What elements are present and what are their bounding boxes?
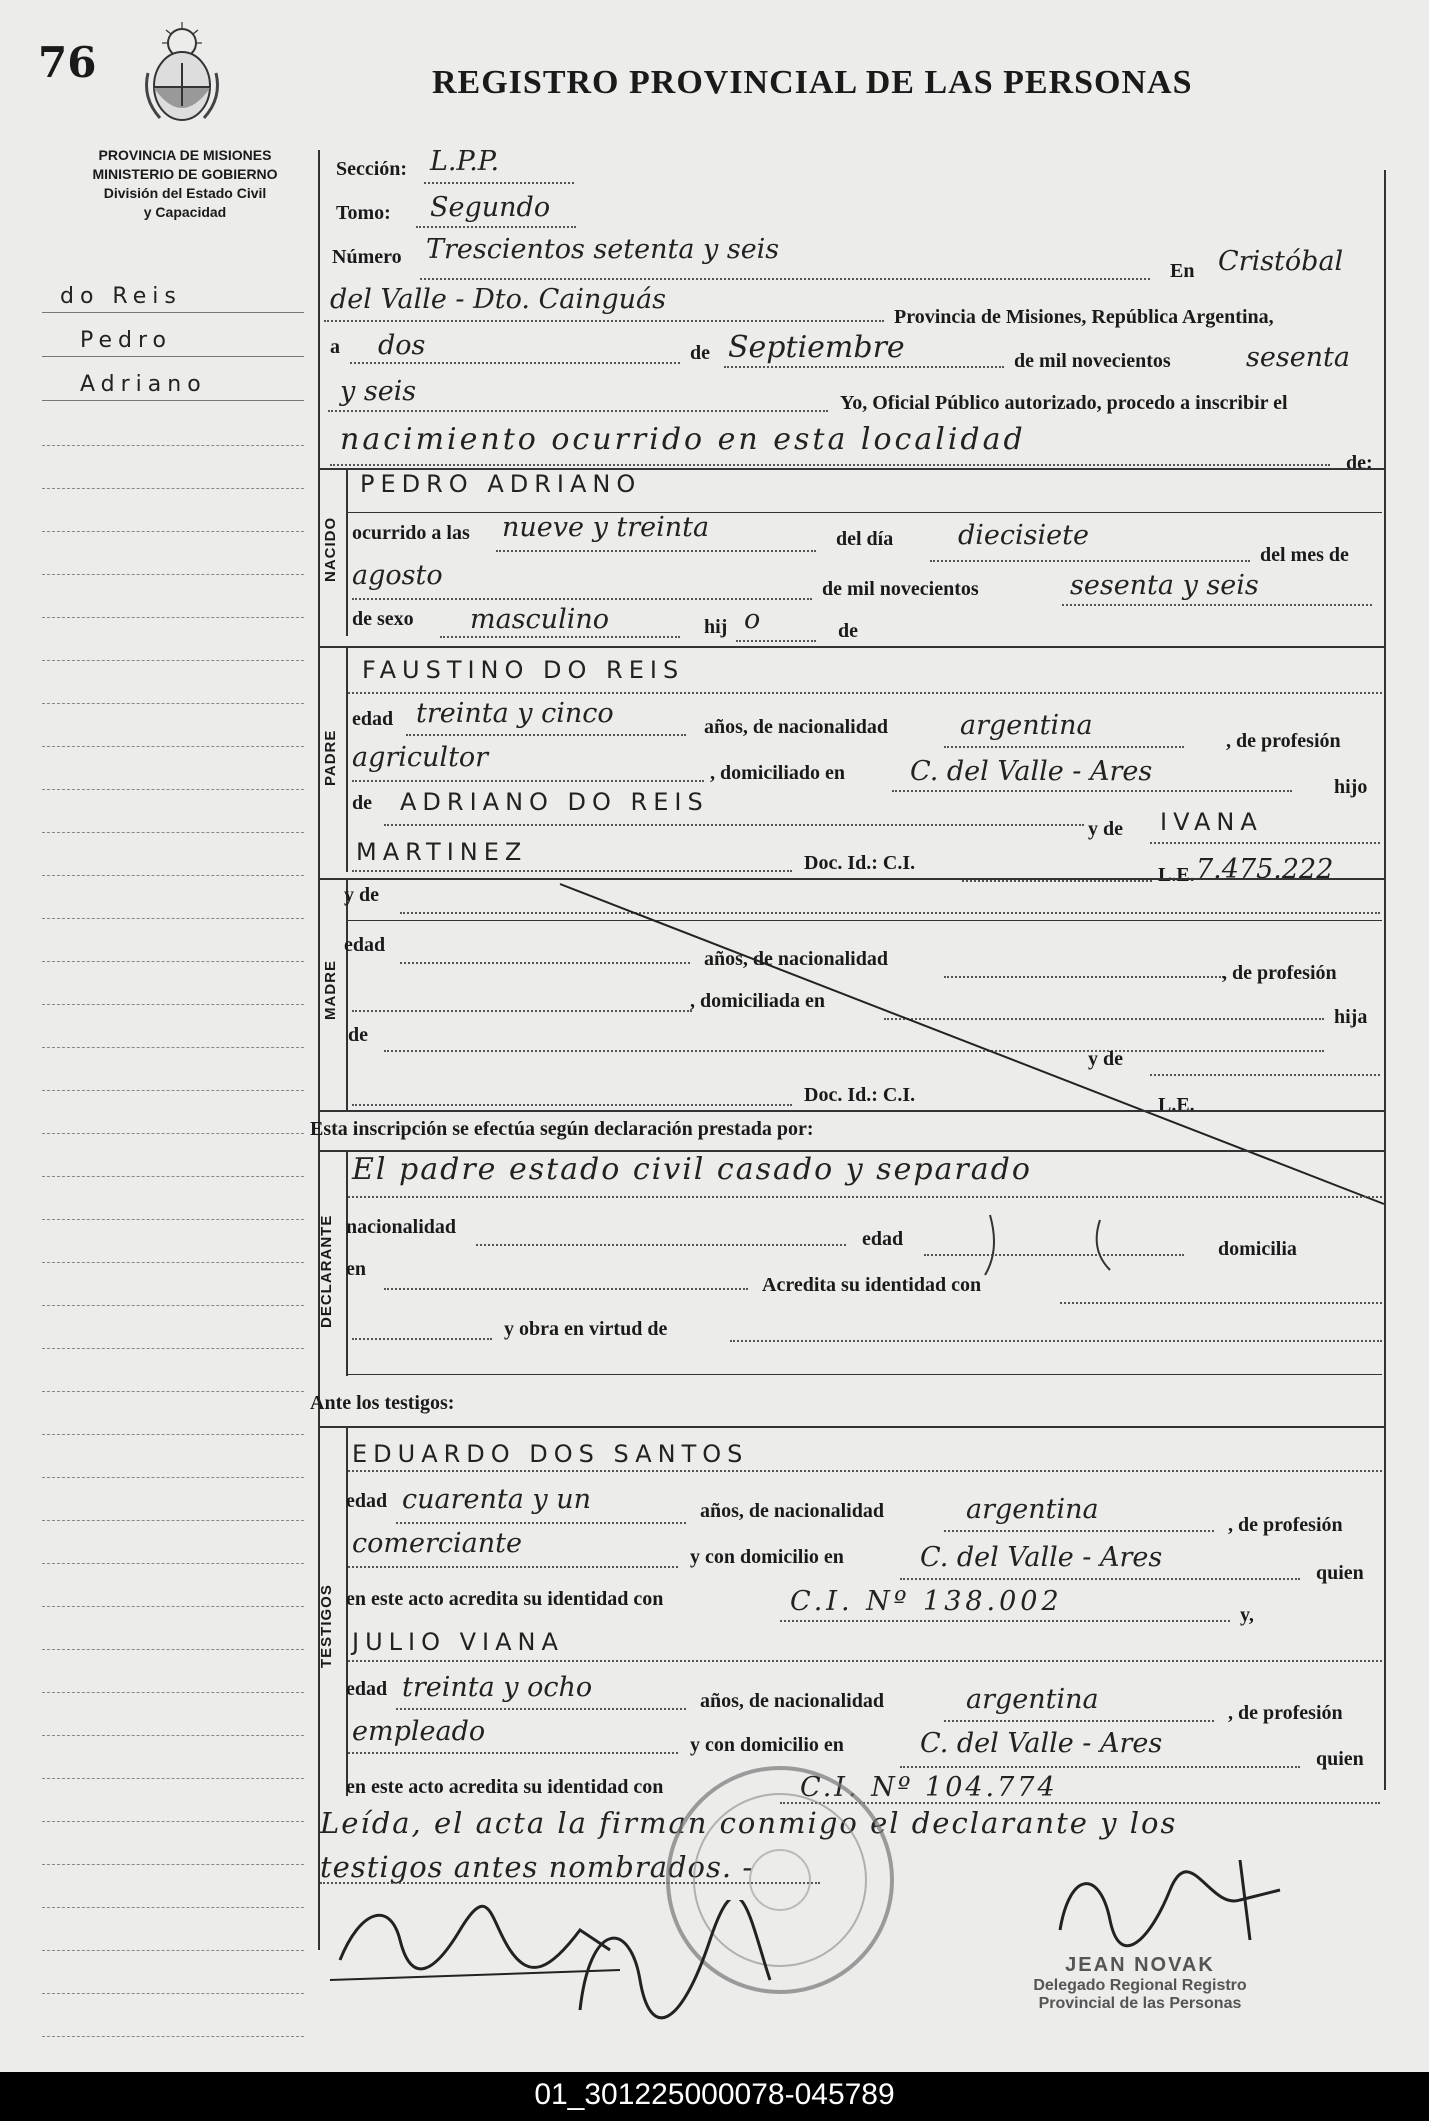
value-hij: o bbox=[744, 604, 761, 635]
label-en-decl: en bbox=[346, 1258, 366, 1280]
label-t2-dom: y con domicilio en bbox=[690, 1734, 844, 1756]
label-del-mes: del mes de bbox=[1260, 544, 1349, 566]
label-de-mil2: de mil novecientos bbox=[822, 578, 979, 600]
value-t2-prof: empleado bbox=[352, 1716, 486, 1747]
label-madre-prof: , de profesión bbox=[1222, 962, 1337, 984]
value-hora: nueve y treinta bbox=[502, 512, 710, 543]
value-t1-nac: argentina bbox=[966, 1494, 1099, 1525]
official-stamp bbox=[990, 1954, 1290, 2013]
value-padre-le: 7.475.222 bbox=[1196, 854, 1334, 885]
value-en-place1: Cristóbal bbox=[1218, 246, 1344, 277]
label-de-sexo: de sexo bbox=[352, 608, 414, 630]
label-t2-quien: quien bbox=[1316, 1748, 1364, 1770]
label-madre-edad: edad bbox=[344, 934, 386, 956]
value-abuelo: ADRIANO DO REIS bbox=[400, 788, 709, 816]
label-domiciliada: , domiciliada en bbox=[690, 990, 826, 1012]
value-t2-dom: C. del Valle - Ares bbox=[920, 1728, 1163, 1759]
label-madre-le: L.E. bbox=[1158, 1094, 1195, 1116]
label-de-colon: de: bbox=[1346, 452, 1373, 474]
label-nacionalidad: nacionalidad bbox=[346, 1216, 457, 1238]
value-en-place2: del Valle - Dto. Cainguás bbox=[330, 284, 666, 315]
margin-note-3: Adriano bbox=[80, 372, 207, 397]
label-padre-edad: edad bbox=[352, 708, 394, 730]
value-seccion: L.P.P. bbox=[430, 146, 500, 177]
margin-note-1: do Reis bbox=[60, 284, 182, 309]
value-testigo1-nombre: EDUARDO DOS SANTOS bbox=[352, 1440, 749, 1468]
closing-line-2: testigos antes nombrados. - bbox=[320, 1850, 754, 1884]
value-padre-prof: agricultor bbox=[352, 742, 489, 773]
value-padre-edad: treinta y cinco bbox=[416, 698, 614, 729]
value-abuela1: IVANA bbox=[1160, 808, 1263, 836]
value-hecho: nacimiento ocurrido en esta localidad bbox=[340, 422, 1026, 457]
label-padre-prof: , de profesión bbox=[1226, 730, 1341, 752]
testigos-top-rule bbox=[318, 1426, 1384, 1428]
issuer-line1: PROVINCIA DE MISIONES bbox=[98, 147, 272, 163]
value-t2-id: C.I. Nº 104.774 bbox=[800, 1772, 1058, 1803]
value-dia-nac: diecisiete bbox=[958, 520, 1089, 551]
value-padre-dom: C. del Valle - Ares bbox=[910, 756, 1153, 787]
value-tomo: Segundo bbox=[430, 192, 551, 223]
label-de-mil: de mil novecientos bbox=[1014, 350, 1171, 372]
label-hija: hija bbox=[1334, 1006, 1368, 1028]
value-padre-nac: argentina bbox=[960, 710, 1093, 741]
value-anio2: y seis bbox=[340, 376, 417, 407]
label-madre-de: de bbox=[348, 1024, 368, 1046]
page-title: REGISTRO PROVINCIAL DE LAS PERSONAS bbox=[432, 64, 1193, 101]
label-del-dia: del día bbox=[836, 528, 894, 550]
value-t1-edad: cuarenta y un bbox=[402, 1484, 592, 1515]
label-t1-prof: , de profesión bbox=[1228, 1514, 1343, 1536]
value-anio1: sesenta bbox=[1246, 342, 1351, 373]
label-t1-acto: en este acto acredita su identidad con bbox=[346, 1588, 664, 1610]
label-de2: de bbox=[838, 620, 858, 642]
closing-line-1: Leída, el acta la firman conmigo el declarante y los bbox=[320, 1806, 1178, 1840]
label-t1-edad: edad bbox=[346, 1490, 388, 1512]
issuer-line2: MINISTERIO DE GOBIERNO bbox=[92, 166, 278, 182]
value-testigo2-nombre: JULIO VIANA bbox=[352, 1628, 564, 1656]
label-acredita: Acredita su identidad con bbox=[762, 1274, 982, 1296]
page-number: 76 bbox=[38, 38, 97, 87]
label-numero: Número bbox=[332, 246, 402, 268]
issuer-line3: División del Estado Civil bbox=[103, 185, 267, 201]
value-nombre: PEDRO ADRIANO bbox=[360, 470, 642, 498]
issuer-line4: y Capacidad bbox=[143, 204, 227, 220]
label-a: a bbox=[330, 336, 340, 358]
value-padre-nombre: FAUSTINO DO REIS bbox=[362, 656, 685, 684]
value-sexo: masculino bbox=[470, 604, 609, 635]
official-name: JEAN NOVAK bbox=[1065, 1954, 1215, 1976]
label-t2-anos: años, de nacionalidad bbox=[700, 1690, 884, 1712]
label-madre-y-de2: y de bbox=[1088, 1048, 1123, 1070]
value-t2-edad: treinta y ocho bbox=[402, 1672, 593, 1703]
testigos-inner-rule bbox=[346, 1426, 348, 1796]
value-declarante: El padre estado civil casado y separado bbox=[352, 1152, 1032, 1187]
official-role2: Provincial de las Personas bbox=[1038, 1995, 1242, 2012]
label-domicilia: domicilia bbox=[1218, 1238, 1297, 1260]
value-dia: dos bbox=[378, 330, 426, 361]
label-t2-acto: en este acto acredita su identidad con bbox=[346, 1776, 664, 1798]
label-en: En bbox=[1170, 260, 1195, 282]
label-domiciliado: , domiciliado en bbox=[710, 762, 846, 784]
section-madre: MADRE bbox=[322, 960, 339, 1020]
label-t1-quien: quien bbox=[1316, 1562, 1364, 1584]
label-le: L.E. bbox=[1158, 864, 1195, 886]
value-t1-id: C.I. Nº 138.002 bbox=[790, 1586, 1063, 1617]
footer-id: 01_301225000078-045789 bbox=[534, 2078, 895, 2111]
label-ante: Ante los testigos: bbox=[310, 1392, 455, 1414]
value-numero: Trescientos setenta y seis bbox=[426, 234, 780, 265]
section-declarante: DECLARANTE bbox=[318, 1214, 335, 1328]
label-y-obra: y obra en virtud de bbox=[504, 1318, 668, 1340]
label-padre-anos: años, de nacionalidad bbox=[704, 716, 888, 738]
label-y-comma: y, bbox=[1240, 1604, 1254, 1626]
signature-testigo bbox=[560, 1900, 780, 2040]
label-seccion: Sección: bbox=[336, 158, 408, 180]
value-t1-dom: C. del Valle - Ares bbox=[920, 1542, 1163, 1573]
value-anio-nac: sesenta y seis bbox=[1070, 570, 1259, 601]
label-padre-de: de bbox=[352, 792, 372, 814]
label-t1-dom: y con domicilio en bbox=[690, 1546, 844, 1568]
label-t1-anos: años, de nacionalidad bbox=[700, 1500, 884, 1522]
label-ocurrido: ocurrido a las bbox=[352, 522, 470, 544]
label-provincia: Provincia de Misiones, República Argentina, bbox=[894, 306, 1274, 328]
margin-note-2: Pedro bbox=[80, 328, 173, 353]
label-hij: hij bbox=[704, 616, 728, 638]
value-abuela2: MARTINEZ bbox=[356, 838, 528, 866]
label-y-de: y de bbox=[1088, 818, 1123, 840]
value-mes: Septiembre bbox=[728, 330, 905, 365]
value-mes-nac: agosto bbox=[352, 560, 443, 591]
label-hijo: hijo bbox=[1334, 776, 1368, 798]
label-yo: Yo, Oficial Público autorizado, procedo a inscribir el bbox=[840, 392, 1288, 414]
label-doc-id: Doc. Id.: C.I. bbox=[804, 852, 916, 874]
signature-oficial bbox=[1040, 1850, 1300, 1960]
label-madre-y-de: y de bbox=[344, 884, 379, 906]
section-padre: PADRE bbox=[322, 729, 339, 786]
label-t2-prof: , de profesión bbox=[1228, 1702, 1343, 1724]
label-edad-decl: edad bbox=[862, 1228, 904, 1250]
section-nacido: NACIDO bbox=[322, 516, 339, 582]
value-t2-nac: argentina bbox=[966, 1684, 1099, 1715]
label-inscripcion: Esta inscripción se efectúa según declaración prestada por: bbox=[310, 1118, 814, 1140]
section-testigos: TESTIGOS bbox=[318, 1584, 335, 1668]
value-t1-prof: comerciante bbox=[352, 1528, 522, 1559]
label-de: de bbox=[690, 342, 710, 364]
label-madre-anos: años, de nacionalidad bbox=[704, 948, 888, 970]
official-role1: Delegado Regional Registro bbox=[1033, 1977, 1247, 1994]
label-madre-doc-id: Doc. Id.: C.I. bbox=[804, 1084, 916, 1106]
label-t2-edad: edad bbox=[346, 1678, 388, 1700]
label-tomo: Tomo: bbox=[336, 202, 391, 224]
